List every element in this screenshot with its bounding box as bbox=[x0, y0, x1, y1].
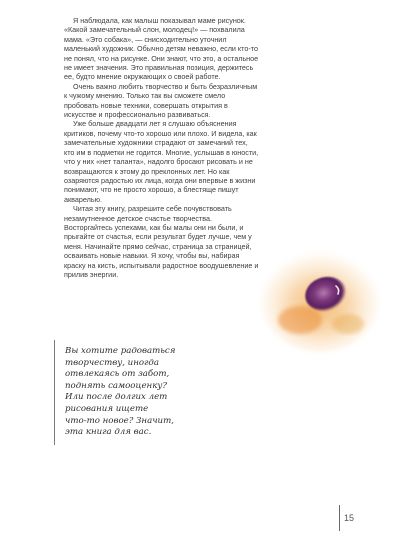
quote-line: рисования ищете bbox=[65, 403, 149, 414]
body-text bbox=[64, 16, 260, 279]
paragraph: Уже больше двадцати лет я слушаю объяснения критиков, почему что-то хорошо или плохо. И видела, как замечательные художники страдают от замечаний тех, кто им в подметки не годится. Многие, услышав в юности, что у них «нет таланта», надолго бросают рисовать и не возвращаются к этому до преклонных лет. Но как озаряются радостью их лица, когда они впервые в жизни понимают, что не просто хорошо, а блестяще пишут акварелью. bbox=[64, 119, 259, 204]
pull-quote bbox=[54, 340, 225, 445]
quote-line: творчеству, иногда bbox=[65, 357, 159, 368]
quote-line: поднять самооценку? bbox=[65, 380, 167, 391]
watercolor-wash-accent bbox=[332, 314, 364, 334]
quote-line: эта книга для вас. bbox=[65, 427, 152, 438]
quote-line: Вы хотите радоваться bbox=[65, 346, 176, 356]
watercolor-illustration bbox=[256, 238, 384, 356]
quote-line: Или после долгих лет bbox=[65, 392, 168, 403]
page-number-divider bbox=[339, 505, 340, 531]
paragraph: Читая эту книгу, разрешите себе почувствовать незамутненное детское счастье творчества. Восторгайтесь успехами, как бы малы они ни были, и прыгайте от счастья, если результат будет лучше, чем у меня. Начинайте прямо сейчас, страница за страницей, осваивать новые навыки. Я хочу, чтобы вы, набирая краску на кисть, испытывали радостное воодушевление и прилив энергии. bbox=[64, 204, 259, 279]
paragraph: Очень важно любить творчество и быть безразличным к чужому мнению. Только так вы сможете смело пробовать новые техники, совершать открытия в искусстве и профессионально развиваться. bbox=[64, 81, 258, 120]
page-number: 15 bbox=[344, 513, 355, 523]
paragraph: Я наблюдала, как малыш показывал маме рисунок. «Какой замечательный слон, молодец!» — похвалила мама. «Это собака», — снисходительно уточнил маленький художник. Обычно детям неважно, если кто-то не понял, что на рисунке. Они знают, что это, а остальное не имеет значения. Это правильная позиция, держитесь ее, будто мнение окружающих о своей работе. bbox=[64, 16, 259, 82]
quote-line: отвлекаясь от забот, bbox=[65, 369, 170, 380]
watercolor-wash-accent bbox=[278, 306, 322, 334]
quote-line: что-то новое? Значит, bbox=[65, 415, 174, 426]
